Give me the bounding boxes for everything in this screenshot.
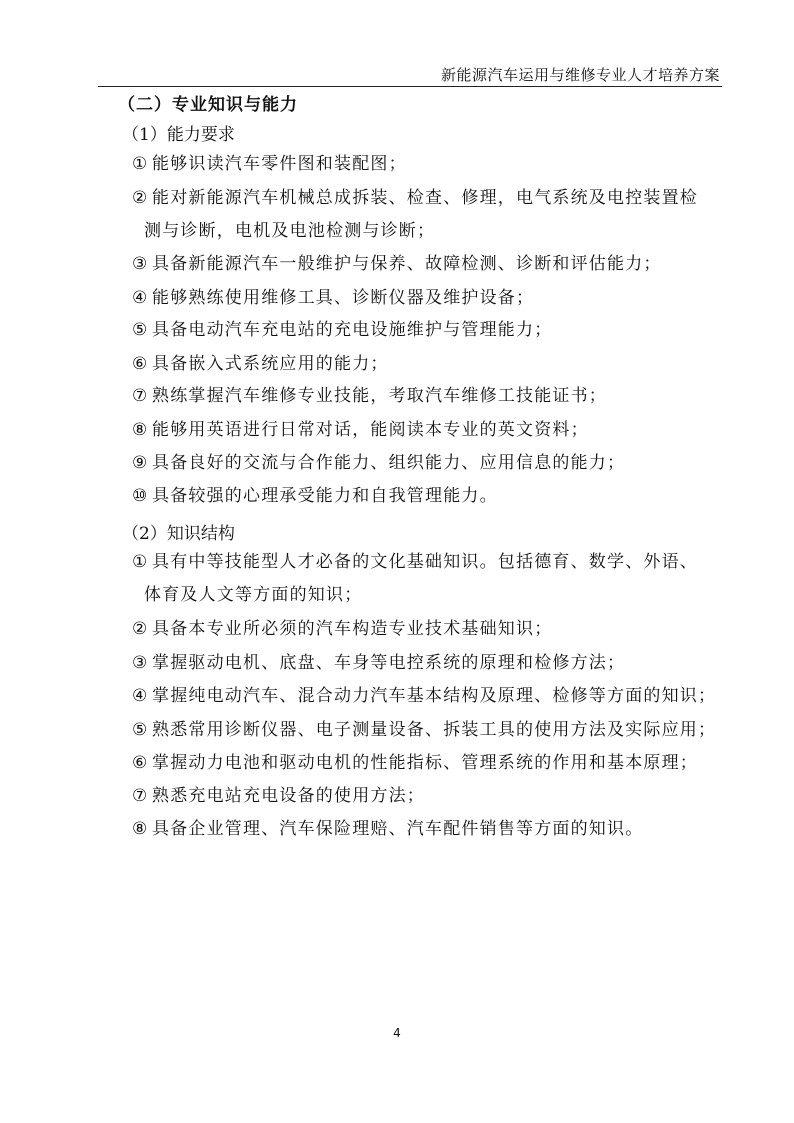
knowledge-item: ⑧ 具备企业管理、汽车保险理赔、汽车配件销售等方面的知识。 [132, 819, 644, 839]
ability-item: ⑦ 熟练掌握汽车维修专业技能，考取汽车维修工技能证书； [132, 386, 607, 406]
ability-item: ⑥ 具备嵌入式系统应用的能力； [132, 354, 389, 374]
knowledge-item: ② 具备本专业所必须的汽车构造专业技术基础知识； [132, 619, 553, 639]
knowledge-item: ① 具有中等技能型人才必备的文化基础知识。包括德育、数学、外语、 体育及人文等方面的知识； [132, 552, 698, 605]
document-header-title: 新能源汽车运用与维修专业人才培养方案 [440, 66, 720, 84]
ability-item: ⑩ 具备较强的心理承受能力和自我管理能力。 [132, 486, 498, 506]
page-number: 4 [393, 1026, 401, 1040]
ability-item: ① 能够识读汽车零件图和装配图； [132, 154, 407, 174]
ability-item: ④ 能够熟练使用维修工具、诊断仪器及维护设备； [132, 288, 535, 308]
knowledge-item: ⑦ 熟悉充电站充电设备的使用方法； [132, 786, 425, 806]
section-title: （二）专业知识与能力 [118, 95, 298, 115]
knowledge-item: ③ 掌握驱动电机、底盘、车身等电控系统的原理和检修方法； [132, 653, 626, 673]
ability-item: ⑨ 具备良好的交流与合作能力、组织能力、应用信息的能力； [132, 453, 626, 473]
knowledge-item: ⑤ 熟悉常用诊断仪器、电子测量设备、拆装工具的使用方法及实际应用； [132, 720, 717, 740]
ability-item: ② 能对新能源汽车机械总成拆装、检查、修理，电气系统及电控装置检 测与诊断，电机及电池检测与诊断； [132, 188, 698, 241]
header-rule [98, 86, 722, 87]
ability-heading: （1）能力要求 [122, 125, 235, 145]
knowledge-item: ④ 掌握纯电动汽车、混合动力汽车基本结构及原理、检修等方面的知识； [132, 686, 717, 706]
ability-item: ⑧ 能够用英语进行日常对话，能阅读本专业的英文资料； [132, 420, 589, 440]
ability-item: ③ 具备新能源汽车一般维护与保养、故障检测、诊断和评估能力； [132, 254, 662, 274]
knowledge-heading: （2）知识结构 [122, 524, 235, 544]
knowledge-item: ⑥ 掌握动力电池和驱动电机的性能指标、管理系统的作用和基本原理； [132, 753, 698, 773]
ability-item: ⑤ 具备电动汽车充电站的充电设施维护与管理能力； [132, 320, 553, 340]
